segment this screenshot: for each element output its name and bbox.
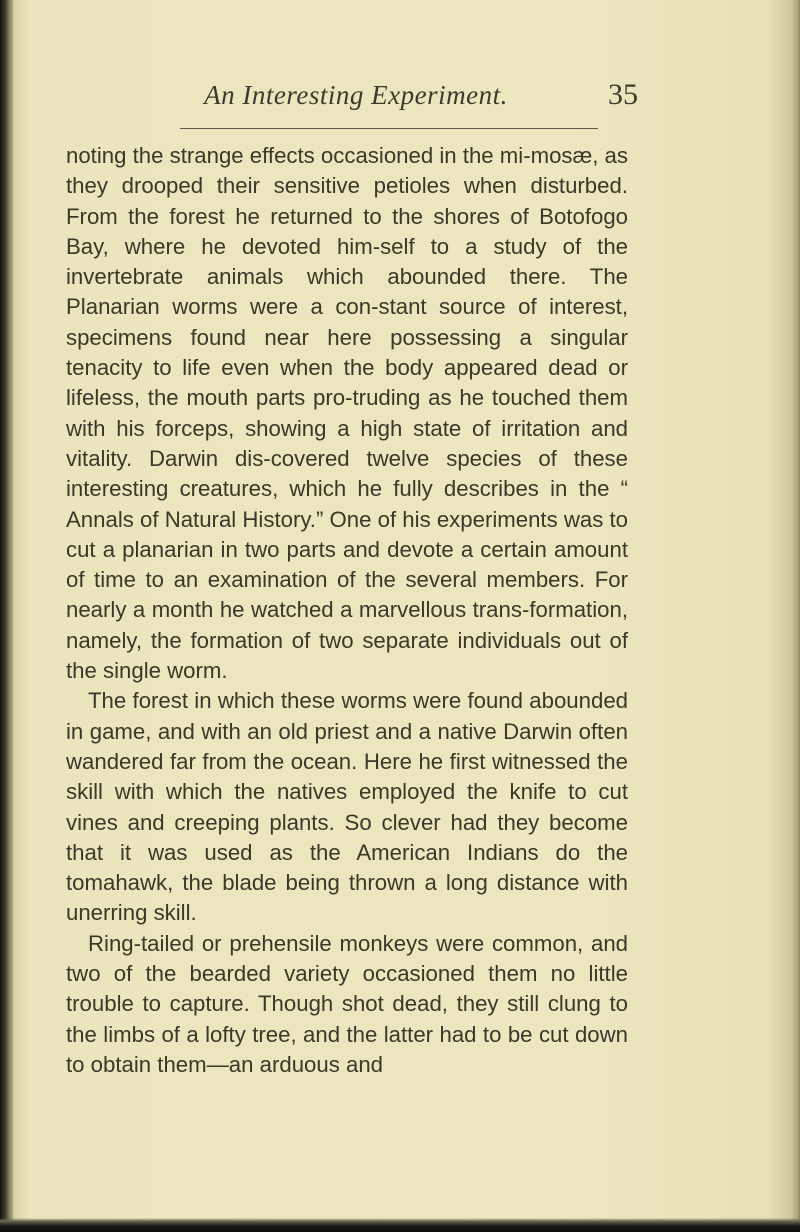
header-rule	[180, 128, 598, 129]
book-spine-shadow	[0, 0, 14, 1232]
page-header	[66, 78, 638, 124]
paragraph-2: The forest in which these worms were found abounded in game, and with an old priest and a native Darwin often wandered far from the ocean. Here he first witnessed the skill with which the natives employed the knife to cut vines and creeping plants. So clever had they become that it was used as the American Indians do the tomahawk, the blade being thrown a long distance with unerring skill.	[66, 688, 628, 926]
paragraph-3: Ring-tailed or prehensile monkeys were common, and two of the bearded variety occasioned them no little trouble to capture. Though shot dead, they still clung to the limbs of a lofty tree, and the latter had to be cut down to obtain them—an arduous and	[66, 930, 628, 1077]
page-bottom-edge	[0, 1218, 800, 1232]
page-right-edge	[792, 0, 800, 1232]
running-title: An Interesting Experiment.	[204, 80, 508, 110]
page-number: 35	[608, 78, 638, 111]
body-text	[66, 141, 628, 1080]
paragraph-1: noting the strange effects occasioned in the mi-mosæ, as they drooped their sensitive petioles when disturbed. From the forest he returned to the shores of Botofogo Bay, where he devoted him-self to a study of the invertebrate animals which abounded there. The Planarian worms were a con-stant source of interest, specimens found near here possessing a singular tenacity to life even when the body appeared dead or lifeless, the mouth parts pro-truding as he touched them with his forceps, showing a high state of irritation and vitality. Darwin dis-covered twelve species of these interesting creatures, which he fully describes in the “ Annals of Natural History.” One of his experiments was to cut a planarian in two parts and devote a certain amount of time to an examination of the several members. For nearly a month he watched a marvellous trans-formation, namely, the formation of two separate individuals out of the single worm.	[66, 143, 628, 684]
